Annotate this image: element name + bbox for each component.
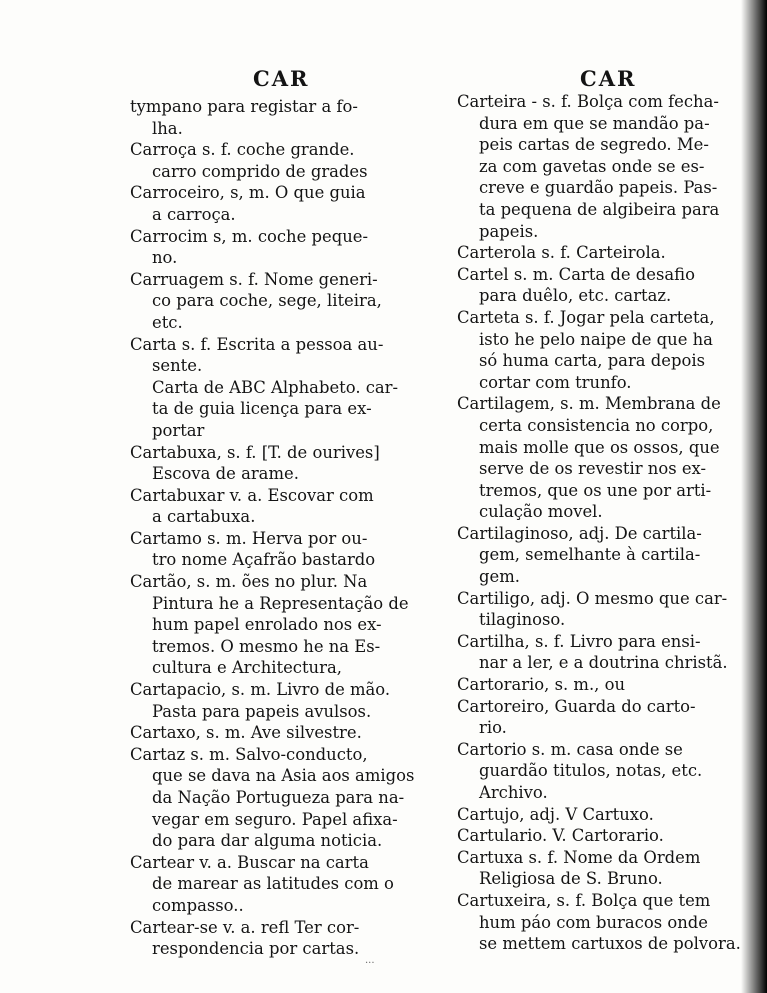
entry-headline: Carruagem s. f. Nome generi- [130,269,378,289]
entry-headline: Cartilagem, s. m. Membrana de [457,394,721,414]
entry-headline: Cartaz s. m. Salvo-conducto, [130,744,368,764]
footer-mark: ... [365,955,375,966]
entry-headline: Carterola s. f. Carteirola. [457,243,666,263]
entry-continuation: serve de os revestir nos ex- [479,459,707,479]
entry-continuation: culação movel. [479,502,603,522]
entry-continuation: a carroça. [152,204,236,224]
dictionary-entry [130,334,442,442]
entry-continuation: dura em que se mandão pa- [479,113,710,133]
dictionary-entry [130,528,442,571]
entry-continuation: Pasta para papeis avulsos. [152,701,372,721]
entry-continuation: hum páo com buracos onde [479,912,708,932]
dictionary-entry [457,804,757,826]
entry-continuation: tilaginoso. [479,610,566,630]
dictionary-entry [130,485,442,528]
entry-headline: Cartorario, s. m., ou [457,675,626,695]
entry-headline: Cartuxeira, s. f. Bolça que tem [457,890,711,910]
entry-continuation: vegar em seguro. Papel afixa- [152,809,398,829]
dictionary-entry [130,226,442,269]
dictionary-entry [457,890,757,955]
entry-continuation: rio. [479,718,507,738]
entry-continuation: sente. [152,356,203,376]
entry-headline: Cartão, s. m. ões no plur. Na [130,572,368,592]
entry-continuation: carro comprido de grades [152,161,368,181]
entry-headline: Cartabuxar v. a. Escovar com [130,485,374,505]
entry-headline: Carteta s. f. Jogar pela carteta, [457,307,715,327]
dictionary-entry [457,91,757,242]
entry-continuation: do para dar alguma noticia. [152,831,383,851]
entry-headline: Cartilaginoso, adj. De cartila- [457,523,702,543]
entry-headline: Cartear-se v. a. refl Ter cor- [130,917,360,937]
entry-continuation: gem. [479,567,520,587]
entry-continuation: etc. [152,312,183,332]
dictionary-entry [130,442,442,485]
entry-continuation: da Nação Portugueza para na- [152,788,405,807]
dictionary-entry [457,696,757,739]
right-column [457,91,757,955]
entry-continuation: no. [152,248,178,268]
entry-continuation: hum papel enrolado nos ex- [152,615,382,635]
dictionary-entry [130,917,442,960]
entry-continuation: tremos. O mesmo he na Es- [152,636,381,656]
entry-continuation: tremos, que os une por arti- [479,480,712,500]
dictionary-entry [457,264,757,307]
entry-headline: Cartel s. m. Carta de desafio [457,264,695,284]
entry-continuation: cultura e Architectura, [152,658,342,678]
entry-headline: Cartulario. V. Cartorario. [457,826,664,846]
dictionary-entry [457,393,757,523]
entry-continuation: certa consistencia no corpo, [479,415,714,435]
entry-continuation: peis cartas de segredo. Me- [479,135,709,155]
entry-continuation: papeis. [479,221,539,241]
dictionary-entry [457,739,757,804]
entry-continuation: Religiosa de S. Bruno. [479,869,663,889]
entry-continuation: isto he pelo naipe de que ha [479,329,713,349]
entry-continuation: ta pequena de algibeira para [479,199,720,219]
entry-continuation: portar [152,420,205,440]
entry-continuation: co para coche, sege, liteira, [152,291,382,311]
dictionary-entry [457,674,757,696]
entry-continuation: se mettem cartuxos de polvora. [479,934,741,954]
entry-headline: Cartoreiro, Guarda do carto- [457,696,696,716]
entry-continuation: a cartabuxa. [152,507,256,527]
dictionary-entry [130,96,442,139]
entry-continuation: tro nome Açafrão bastardo [152,550,376,570]
entry-headline: Cartabuxa, s. f. [T. de ourives] [130,442,380,462]
dictionary-entry [130,571,442,679]
entry-headline: Cartear v. a. Buscar na carta [130,852,369,872]
entry-continuation: que se dava na Asia aos amigos [152,766,415,786]
dictionary-entry [457,825,757,847]
entry-continuation: compasso.. [152,895,244,915]
entry-continuation: nar a ler, e a doutrina christã. [479,653,728,673]
page-heading-left: CAR [253,66,310,91]
entry-continuation: guardão titulos, notas, etc. [479,761,703,781]
entry-headline: Cartapacio, s. m. Livro de mão. [130,680,391,700]
left-column [130,96,442,960]
entry-headline: Cartaxo, s. m. Ave silvestre. [130,723,362,743]
entry-continuation: mais molle que os ossos, que [479,437,720,457]
entry-headline: Cartilha, s. f. Livro para ensi- [457,631,701,651]
dictionary-entry [457,307,757,393]
entry-headline: Carta s. f. Escrita a pessoa au- [130,334,384,354]
entry-continuation: creve e guardão papeis. Pas- [479,178,718,198]
entry-headline: Cartorio s. m. casa onde se [457,739,683,759]
entry-headline: Carrocim s, m. coche peque- [130,226,368,246]
dictionary-entry [130,182,442,225]
entry-headline: Cartiligo, adj. O mesmo que car- [457,588,728,608]
dictionary-entry [130,852,442,917]
entry-continuation: Pintura he a Representação de [152,593,409,613]
dictionary-entry [457,631,757,674]
entry-continuation: para duêlo, etc. cartaz. [479,286,672,306]
dictionary-entry [130,744,442,852]
dictionary-entry [457,847,757,890]
dictionary-entry [457,242,757,264]
dictionary-entry [457,523,757,588]
page-heading-right: CAR [580,66,637,91]
entry-continuation: Archivo. [479,783,548,802]
dictionary-entry [130,269,442,334]
dictionary-entry [457,588,757,631]
entry-continuation: Carta de ABC Alphabeto. car- [152,377,399,397]
entry-continuation: respondencia por cartas. [152,939,360,959]
dictionary-entry [130,139,442,182]
dictionary-entry [130,679,442,722]
entry-headline: Carroceiro, s, m. O que guia [130,183,366,203]
entry-continuation: de marear as latitudes com o [152,874,394,894]
entry-headline: Carteira - s. f. Bolça com fecha- [457,92,719,111]
entry-headline: Cartujo, adj. V Cartuxo. [457,804,654,824]
entry-continuation: só huma carta, para depois [479,351,705,371]
entry-continuation: lha. [152,118,183,138]
entry-continuation: Escova de arame. [152,464,299,484]
entry-headline: tympano para registar a fo- [130,97,358,116]
entry-headline: Cartuxa s. f. Nome da Ordem [457,847,701,867]
entry-continuation: ta de guia licença para ex- [152,399,372,419]
entry-headline: Cartamo s. m. Herva por ou- [130,528,368,548]
entry-continuation: gem, semelhante à cartila- [479,545,701,565]
dictionary-entry [130,722,442,744]
entry-continuation: za com gavetas onde se es- [479,156,705,176]
entry-continuation: cortar com trunfo. [479,372,632,392]
entry-headline: Carroça s. f. coche grande. [130,140,355,160]
